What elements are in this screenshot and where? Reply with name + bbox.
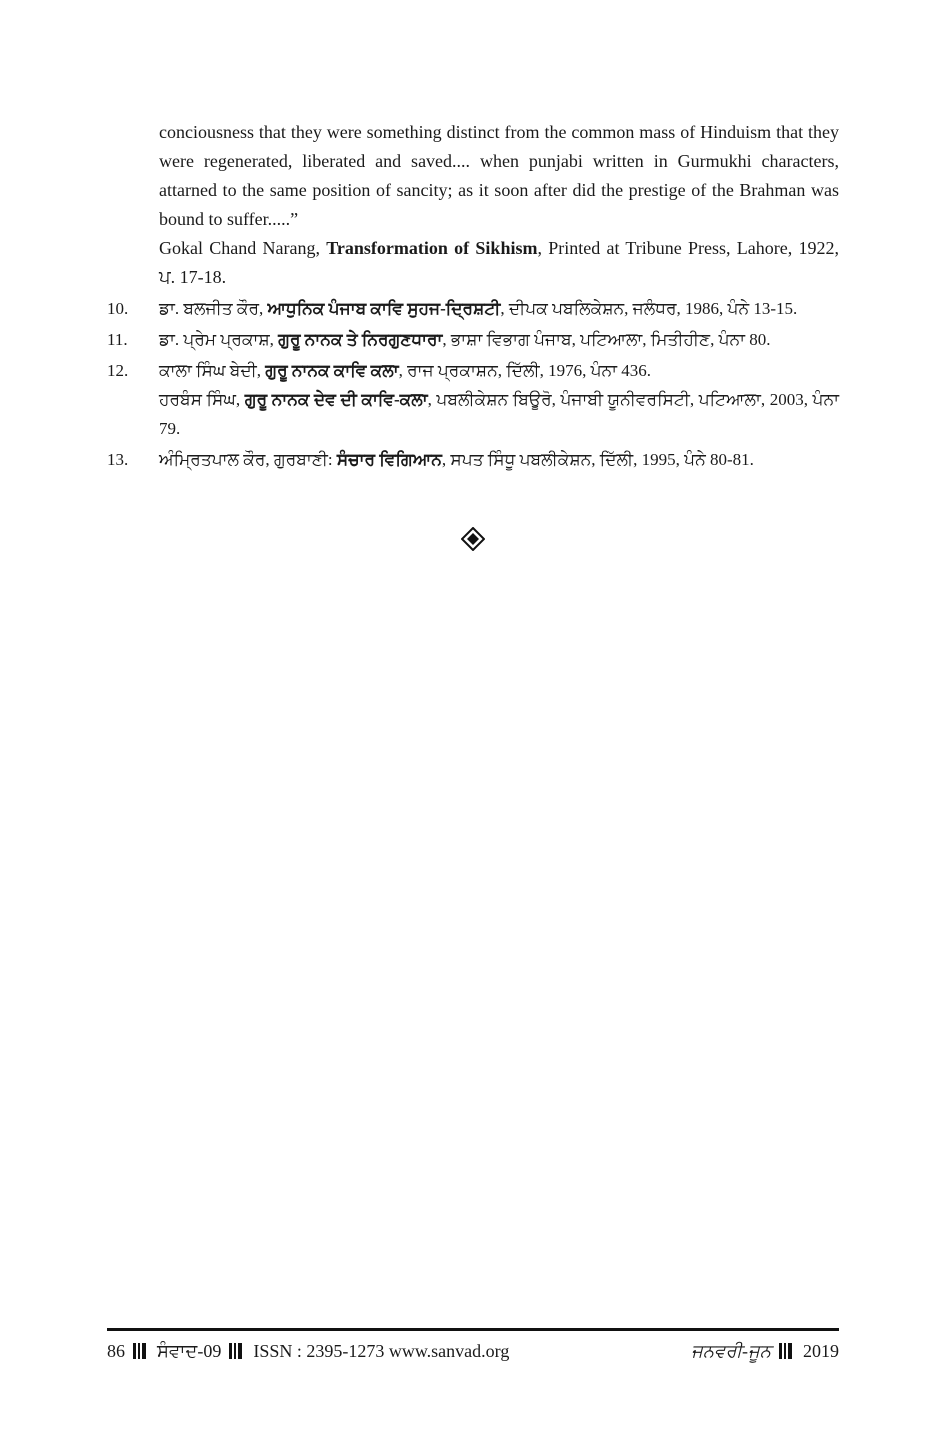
diamond-ornament-icon: [461, 527, 485, 551]
page-footer: [107, 1338, 839, 1364]
reference-title: ਆਧੁਨਿਕ ਪੰਜਾਬ ਕਾਵਿ ਸੁਹਜ-ਦ੍ਰਿਸ਼ਟੀ: [267, 299, 501, 318]
reference-item: [107, 294, 839, 323]
reference-item: [107, 445, 839, 474]
issn-website: ISSN : 2395-1273 www.sanvad.org: [253, 1340, 510, 1361]
reference-title: ਗੁਰੂ ਨਾਨਕ ਤੇ ਨਿਰਗੁਣਧਾਰਾ: [278, 330, 443, 349]
reference-author: ਹਰਬੰਸ ਸਿੰਘ,: [159, 390, 245, 409]
barcode-separator-icon: [229, 1343, 245, 1359]
reference-number: 11.: [107, 330, 128, 349]
page-number: 86: [107, 1340, 125, 1361]
quote-citation: [159, 234, 839, 292]
reference-continuation: [159, 385, 839, 443]
reference-title: ਗੁਰੂ ਨਾਨਕ ਕਾਵਿ ਕਲਾ: [265, 361, 399, 380]
reference-rest: , ਰਾਜ ਪ੍ਰਕਾਸ਼ਨ, ਦਿੱਲੀ, 1976, ਪੰਨਾ 436.: [398, 361, 652, 380]
reference-author: ਕਾਲਾ ਸਿੰਘ ਬੇਦੀ,: [159, 361, 266, 380]
reference-text: [159, 445, 839, 474]
page-content: [107, 118, 839, 474]
journal-name: ਸੰਵਾਦ-09: [157, 1340, 222, 1361]
reference-rest: , ਪਬਲੀਕੇਸ਼ਨ ਬਿਊਰੋ, ਪੰਜਾਬੀ ਯੂਨੀਵਰਸਿਟੀ, ਪਟਿਆਲਾ, 2003, ਪੰਨਾ 79.: [159, 390, 840, 438]
issue-year: 2019: [803, 1340, 839, 1361]
reference-number: 10.: [107, 299, 129, 318]
reference-item: [107, 356, 839, 385]
reference-author: ਡਾ. ਪ੍ਰੇਮ ਪ੍ਰਕਾਸ਼,: [159, 330, 279, 349]
footer-left: [107, 1341, 509, 1362]
reference-text: [159, 294, 839, 323]
footer-rule: [107, 1328, 839, 1331]
reference-number: 13.: [107, 450, 129, 469]
issue-season: ਜਨਵਰੀ-ਜੂਨ: [691, 1340, 771, 1361]
reference-rest: , ਦੀਪਕ ਪਬਲਿਕੇਸ਼ਨ, ਜਲੰਧਰ, 1986, ਪੰਨੇ 13-15.: [500, 299, 798, 318]
quote-paragraph: conciousness that they were something distinct from the common mass of Hinduism that they were regenerated, liberated and saved.... when punjabi written in Gurmukhi characters, attarned to the same position of sancity; as it soon after did the prestige of the Brahman was bound to suffer.....”: [159, 122, 839, 229]
reference-text: [159, 356, 839, 385]
reference-title: ਗੁਰੂ ਨਾਨਕ ਦੇਵ ਦੀ ਕਾਵਿ-ਕਲਾ: [244, 390, 428, 409]
reference-rest: , ਭਾਸ਼ਾ ਵਿਭਾਗ ਪੰਜਾਬ, ਪਟਿਆਲਾ, ਮਿਤੀਹੀਣ, ਪੰਨਾ 80.: [442, 330, 771, 349]
citation-author: Gokal Chand Narang,: [159, 238, 327, 258]
citation-rest: , Printed at Tribune Press, Lahore, 1922, ਪ. 17-18.: [159, 238, 840, 287]
barcode-separator-icon: [779, 1343, 795, 1359]
footer-right: [691, 1341, 839, 1362]
reference-number: 12.: [107, 361, 129, 380]
reference-author: ਡਾ. ਬਲਜੀਤ ਕੌਰ,: [159, 299, 268, 318]
reference-text: [159, 325, 839, 354]
citation-title: Transformation of Sikhism: [326, 238, 538, 258]
reference-rest: , ਸਪਤ ਸਿੰਧੂ ਪਬਲੀਕੇਸ਼ਨ, ਦਿੱਲੀ, 1995, ਪੰਨੇ 80-81.: [441, 450, 754, 469]
reference-item: [107, 325, 839, 354]
barcode-separator-icon: [133, 1343, 149, 1359]
reference-author: ਅੰਮ੍ਰਿਤਪਾਲ ਕੌਰ, ਗੁਰਬਾਣੀ:: [159, 450, 337, 469]
reference-title: ਸੰਚਾਰ ਵਿਗਿਆਨ: [336, 450, 442, 469]
